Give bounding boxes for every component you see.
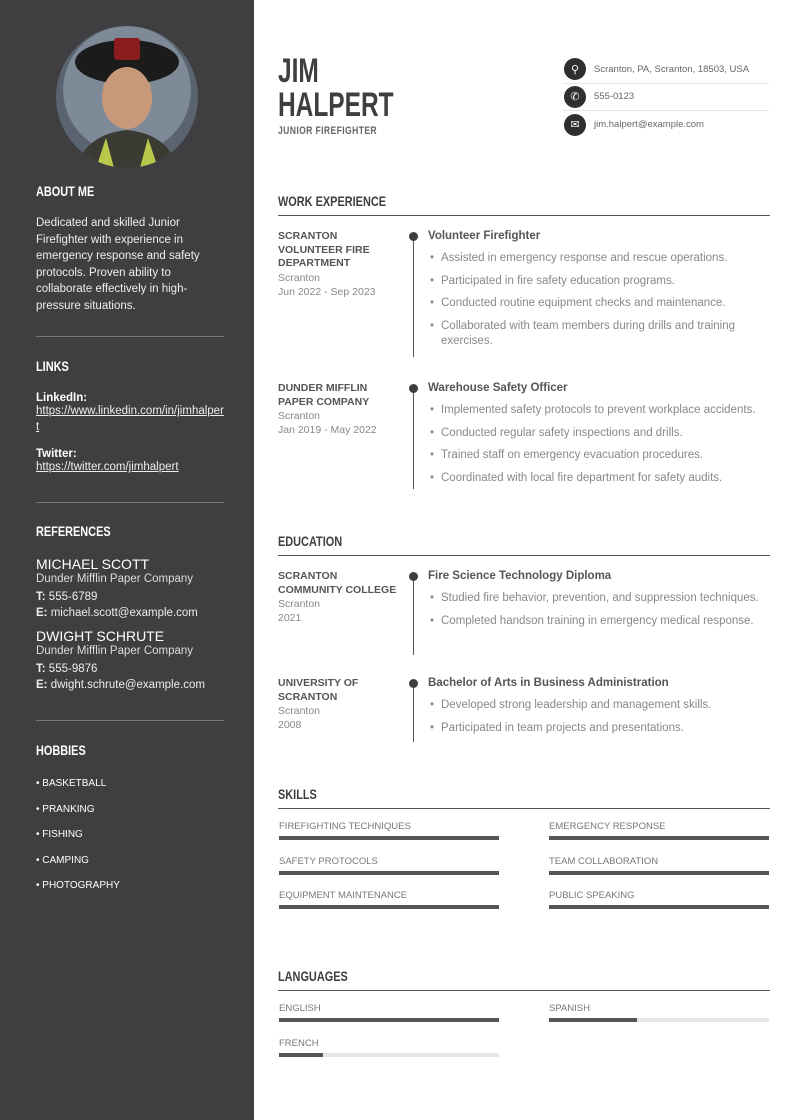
role: Volunteer Firefighter xyxy=(428,230,541,242)
dates: 2008 xyxy=(278,719,302,731)
skills-name: TEAM COLLABORATION xyxy=(549,855,659,867)
hobby-item: • CAMPING xyxy=(36,854,89,866)
timeline-dot xyxy=(409,232,418,241)
bullet-item: • Participated in fire safety education programs. xyxy=(428,274,773,290)
level-bar-fill xyxy=(549,905,769,909)
skills-item xyxy=(279,821,499,840)
work-heading: WORK EXPERIENCE xyxy=(278,193,770,216)
languages-heading: LANGUAGES xyxy=(278,968,770,991)
languages-name: FRENCH xyxy=(279,1037,319,1049)
reference-email: michael.scott@example.com xyxy=(50,606,198,619)
dates: 2021 xyxy=(278,612,302,624)
organization: SCRANTON COMMUNITY COLLEGE xyxy=(278,570,397,596)
role: Fire Science Technology Diploma xyxy=(428,570,612,582)
location: Scranton xyxy=(278,705,321,717)
hobbies-section xyxy=(36,742,224,906)
linkedin-link[interactable]: https://www.linkedin.com/in/jimhalpert xyxy=(36,405,224,433)
education-entry xyxy=(278,677,770,742)
timeline-line xyxy=(413,575,414,655)
bullet-item: • Developed strong leadership and management skills. xyxy=(428,698,773,714)
skills-item xyxy=(279,856,499,875)
level-bar-fill xyxy=(549,836,769,840)
bullet-item: • Trained staff on emergency evacuation procedures. xyxy=(428,448,773,464)
level-bar-fill xyxy=(549,1018,637,1022)
level-bar xyxy=(279,1053,499,1057)
level-bar-fill xyxy=(279,871,499,875)
bullet-item: • Completed handson training in emergency medical response. xyxy=(428,614,773,630)
skills-item xyxy=(549,821,769,840)
bullet-item: • Implemented safety protocols to prevent workplace accidents. xyxy=(428,403,773,419)
skills-item xyxy=(279,890,499,909)
level-bar xyxy=(549,871,769,875)
location: Scranton xyxy=(278,271,321,284)
contact-address: ⚲ Scranton, PA, Scranton, 18503, USA xyxy=(564,56,769,84)
skills-item xyxy=(549,890,769,909)
level-bar xyxy=(549,836,769,840)
twitter-link[interactable]: https://twitter.com/jimhalpert xyxy=(36,461,179,473)
level-bar-fill xyxy=(279,1018,499,1022)
hobby-item: • FISHING xyxy=(36,829,83,840)
skills-name: PUBLIC SPEAKING xyxy=(549,890,635,901)
divider xyxy=(36,720,224,721)
envelope-icon: ✉ xyxy=(564,114,586,136)
timeline-line xyxy=(413,682,414,742)
level-bar xyxy=(279,1018,499,1022)
level-bar-fill xyxy=(549,871,769,875)
reference-company: Dunder Mifflin Paper Company xyxy=(36,573,194,585)
languages-item xyxy=(279,1003,499,1022)
level-bar-fill xyxy=(279,1053,323,1057)
phone-label: T: xyxy=(36,591,46,603)
contact-email[interactable]: ✉ jim.halpert@example.com xyxy=(564,111,769,139)
languages-item xyxy=(549,1003,769,1022)
bullet-item: • Assisted in emergency response and rescue operations. xyxy=(428,251,773,267)
level-bar-fill xyxy=(279,836,499,840)
location: Scranton xyxy=(278,598,321,610)
timeline-dot xyxy=(409,384,418,393)
reference-phone: 555-6789 xyxy=(48,591,98,603)
skills-name: EMERGENCY RESPONSE xyxy=(549,821,666,832)
hobby-item: • PRANKING xyxy=(36,803,95,815)
contact-phone: ✆ 555-0123 xyxy=(564,84,769,112)
level-bar xyxy=(549,905,769,909)
twitter-label: Twitter: xyxy=(36,448,77,460)
organization: SCRANTON VOLUNTEER FIRE DEPARTMENT xyxy=(278,230,370,269)
work-entry xyxy=(278,230,770,357)
reference-name: DWIGHT SCHRUTE xyxy=(36,628,165,644)
references-heading: REFERENCES xyxy=(36,523,111,539)
reference-item xyxy=(36,628,224,693)
linkedin-label: LinkedIn: xyxy=(36,392,88,404)
work-entry xyxy=(278,382,770,489)
dates: Jan 2019 - May 2022 xyxy=(278,424,377,436)
email-label: E: xyxy=(36,678,48,691)
languages-name: SPANISH xyxy=(549,1003,591,1014)
dates: Jun 2022 - Sep 2023 xyxy=(278,285,376,298)
timeline-dot xyxy=(409,679,418,688)
skills-name: SAFETY PROTOCOLS xyxy=(279,855,378,867)
about-section xyxy=(36,183,224,314)
bullet-item: • Conducted regular safety inspections and drills. xyxy=(428,426,773,442)
timeline-dot xyxy=(409,572,418,581)
divider xyxy=(36,502,224,503)
bullet-item: • Participated in team projects and presentations. xyxy=(428,721,773,737)
skills-heading: SKILLS xyxy=(278,786,770,809)
hobby-item: • BASKETBALL xyxy=(36,778,107,789)
reference-item xyxy=(36,556,224,621)
timeline-line xyxy=(413,387,414,489)
email-label: E: xyxy=(36,606,48,619)
hobby-item: • PHOTOGRAPHY xyxy=(36,880,120,891)
links-section xyxy=(36,358,224,476)
bullet-item: • Collaborated with team members during drills and training exercises. xyxy=(428,319,773,350)
phone-icon: ✆ xyxy=(564,86,586,108)
hobbies-heading: HOBBIES xyxy=(36,742,86,758)
links-heading: LINKS xyxy=(36,358,69,374)
level-bar xyxy=(549,1018,769,1022)
bullet-item: • Studied fire behavior, prevention, and suppression techniques. xyxy=(428,591,773,607)
candidate-name: JIM HALPERT xyxy=(278,52,394,124)
contact-list xyxy=(564,56,769,139)
education-heading: EDUCATION xyxy=(278,533,770,556)
references-section xyxy=(36,523,224,693)
divider xyxy=(36,336,224,337)
reference-email: dwight.schrute@example.com xyxy=(50,678,205,691)
reference-phone: 555-9876 xyxy=(48,663,98,675)
sidebar xyxy=(0,0,254,1120)
level-bar xyxy=(279,905,499,909)
map-pin-icon: ⚲ xyxy=(564,58,586,80)
education-entry xyxy=(278,570,770,655)
skills-item xyxy=(549,856,769,875)
timeline-line xyxy=(413,235,414,357)
phone-label: T: xyxy=(36,663,46,675)
job-title: JUNIOR FIREFIGHTER xyxy=(278,125,378,137)
location: Scranton xyxy=(278,410,321,422)
bullet-item: • Conducted routine equipment checks and maintenance. xyxy=(428,296,773,312)
skills-name: FIREFIGHTING TECHNIQUES xyxy=(279,821,411,832)
languages-item xyxy=(279,1038,499,1057)
reference-name: MICHAEL SCOTT xyxy=(36,556,150,572)
profile-photo xyxy=(56,26,198,168)
level-bar xyxy=(279,836,499,840)
languages-name: ENGLISH xyxy=(279,1003,321,1014)
about-text: Dedicated and skilled Junior Firefighter with experience in emergency response and safety protocols. Proven ability to collaborate effectively in high-pressure situations. xyxy=(36,217,200,312)
skills-name: EQUIPMENT MAINTENANCE xyxy=(279,890,408,901)
reference-company: Dunder Mifflin Paper Company xyxy=(36,645,194,657)
level-bar xyxy=(279,871,499,875)
about-heading: ABOUT ME xyxy=(36,183,95,199)
level-bar-fill xyxy=(279,905,499,909)
role: Bachelor of Arts in Business Administration xyxy=(428,677,669,689)
bullet-item: • Coordinated with local fire department for safety audits. xyxy=(428,471,773,487)
organization: UNIVERSITY OF SCRANTON xyxy=(278,677,359,703)
role: Warehouse Safety Officer xyxy=(428,382,568,394)
organization: DUNDER MIFFLIN PAPER COMPANY xyxy=(278,382,370,408)
